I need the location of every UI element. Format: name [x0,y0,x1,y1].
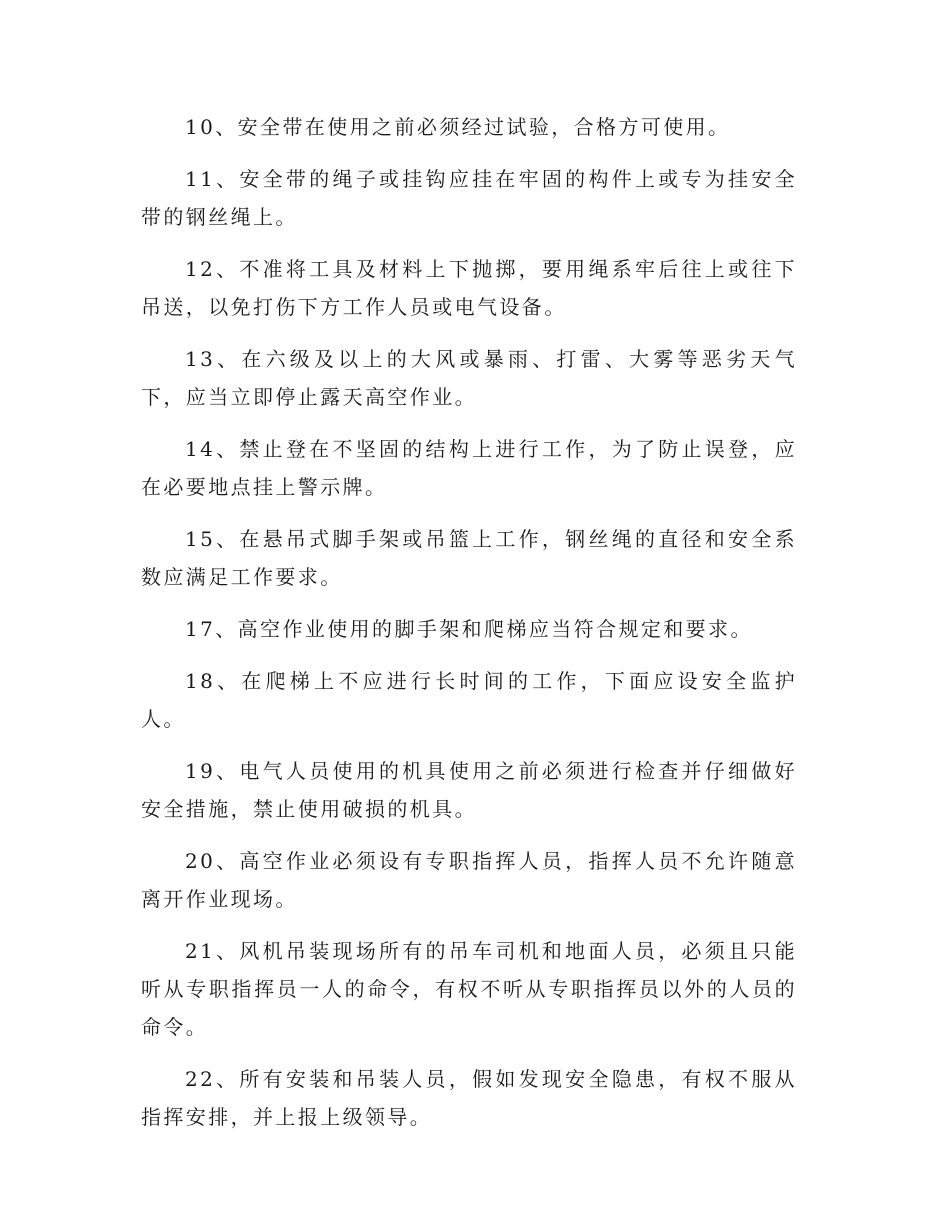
document-body [141,108,797,1150]
paragraph-item-14: 14、禁止登在不坚固的结构上进行工作，为了防止误登，应在必要地点挂上警示牌。 [141,437,797,499]
paragraph-item-20: 20、高空作业必须设有专职指挥人员，指挥人员不允许随意离开作业现场。 [141,849,797,911]
paragraph-item-15: 15、在悬吊式脚手架或吊篮上工作，钢丝绳的直径和安全系数应满足工作要求。 [141,527,797,589]
paragraph-item-22: 22、所有安装和吊装人员，假如发现安全隐患，有权不服从指挥安排，并上报上级领导。 [141,1067,797,1129]
paragraph-item-17: 17、高空作业使用的脚手架和爬梯应当符合规定和要求。 [185,617,753,641]
paragraph-item-19: 19、电气人员使用的机具使用之前必须进行检查并仔细做好安全措施，禁止使用破损的机具。 [141,759,797,821]
paragraph-item-11: 11、安全带的绳子或挂钩应挂在牢固的构件上或专为挂安全带的钢丝绳上。 [141,167,797,229]
paragraph-item-10: 10、安全带在使用之前必须经过试验，合格方可使用。 [185,115,731,139]
paragraph-item-12: 12、不准将工具及材料上下抛掷，要用绳系牢后往上或往下吊送，以免打伤下方工作人员或电气设备。 [141,257,797,319]
paragraph-item-18: 18、在爬梯上不应进行长时间的工作，下面应设安全监护人。 [141,669,797,731]
paragraph-item-21: 21、风机吊装现场所有的吊车司机和地面人员，必须且只能听从专职指挥员一人的命令，有权不听从专职指挥员以外的人员的命令。 [141,939,797,1039]
paragraph-item-13: 13、在六级及以上的大风或暴雨、打雷、大雾等恶劣天气下，应当立即停止露天高空作业。 [141,347,797,409]
